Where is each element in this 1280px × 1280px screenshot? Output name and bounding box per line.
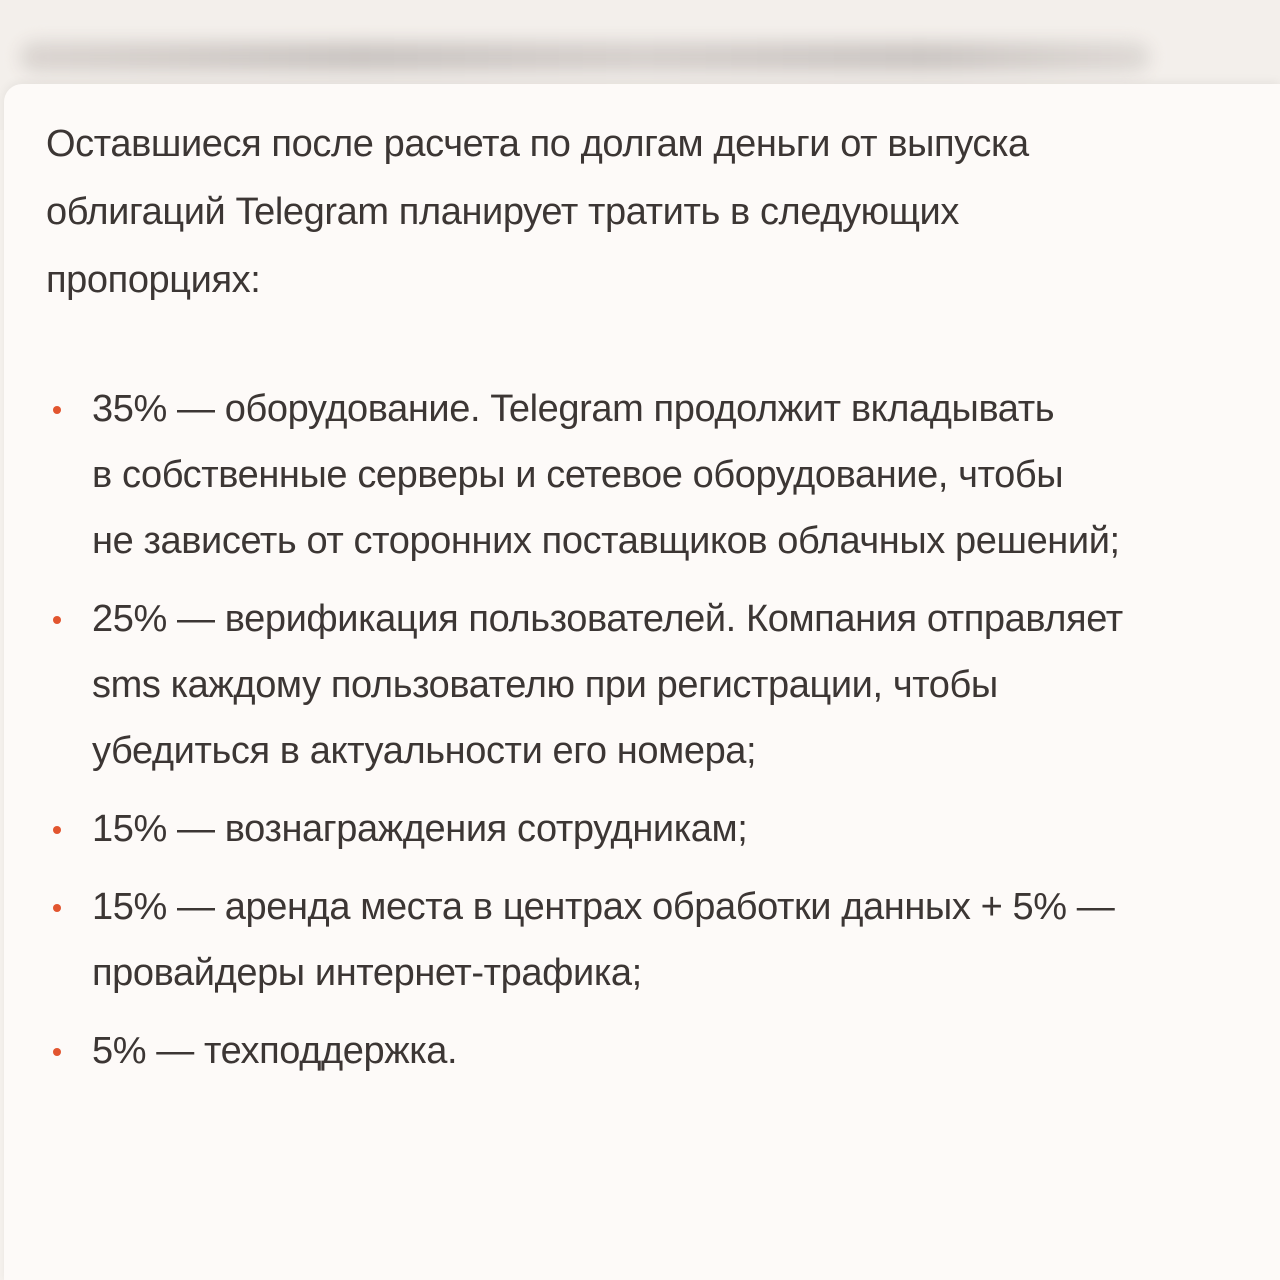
blurred-text-line: [20, 42, 1150, 72]
bullet-icon: [53, 826, 61, 834]
list-item-equipment: [4, 376, 1264, 574]
intro-line: облигаций Telegram планирует тратить в следующих: [46, 191, 959, 233]
list-item-line: в собственные серверы и сетевое оборудование, чтобы: [92, 454, 1064, 496]
list-item-line: 15% — аренда места в центрах обработки данных + 5% —: [92, 886, 1115, 928]
intro-line: пропорциях:: [46, 259, 261, 301]
list-item-verification: [4, 586, 1264, 784]
intro-paragraph: [46, 110, 1146, 314]
list-item-line: убедиться в актуальности его номера;: [92, 730, 757, 772]
list-item-line: не зависеть от сторонних поставщиков облачных решений;: [92, 520, 1120, 562]
list-item-support: [4, 1018, 1264, 1084]
intro-line: Оставшиеся после расчета по долгам деньги от выпуска: [46, 123, 1029, 165]
bullet-icon: [53, 616, 61, 624]
bullet-icon: [53, 1048, 61, 1056]
list-item-line: sms каждому пользователю при регистрации, чтобы: [92, 664, 998, 706]
bullet-icon: [53, 904, 61, 912]
list-item-line: провайдеры интернет-трафика;: [92, 952, 642, 994]
bullet-icon: [53, 406, 61, 414]
list-item-line: 35% — оборудование. Telegram продолжит вкладывать: [92, 388, 1055, 430]
list-item-line: 5% — техподдержка.: [92, 1030, 458, 1072]
list-item-line: 25% — верификация пользователей. Компания отправляет: [92, 598, 1123, 640]
list-item-rewards: [4, 796, 1264, 862]
article-card: [4, 84, 1280, 1280]
list-item-datacenters: [4, 874, 1264, 1006]
allocation-list: [4, 376, 1264, 1096]
list-item-line: 15% — вознаграждения сотрудникам;: [92, 808, 748, 850]
